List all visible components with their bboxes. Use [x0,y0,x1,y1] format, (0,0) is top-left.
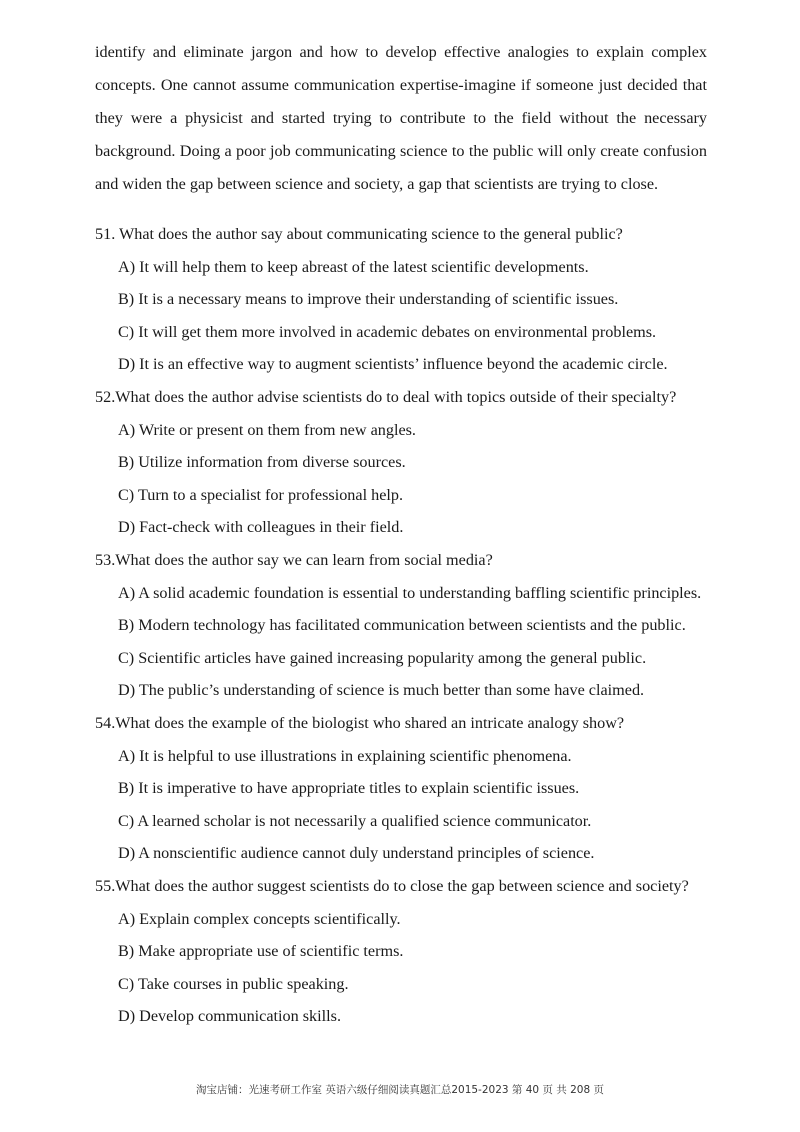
passage-excerpt [95,36,707,201]
option-d: D) It is an effective way to augment scientists’ influence beyond the academic circle. [118,355,668,373]
question-stem: 51. What does the author say about communicating science to the general public? [95,225,623,243]
question-stem: 54.What does the example of the biologist who shared an intricate analogy show? [95,714,625,732]
option-c: C) It will get them more involved in academic debates on environmental problems. [118,322,657,341]
option-d: D) Fact-check with colleagues in their field. [118,518,404,536]
question-54 [95,711,715,866]
question-list [95,222,715,1037]
question-stem: 52.What does the author advise scientists do to deal with topics outside of their specialty? [95,388,677,406]
question-53 [95,548,715,703]
option-c: C) Turn to a specialist for professional help. [118,485,404,504]
option-b: B) Make appropriate use of scientific terms. [118,942,404,960]
option-b: B) Modern technology has facilitated communication between scientists and the public. [118,616,686,634]
option-c: C) A learned scholar is not necessarily a qualified science communicator. [118,811,592,830]
option-a: A) Explain complex concepts scientifically. [118,909,401,928]
option-b: B) It is a necessary means to improve their understanding of scientific issues. [118,290,619,308]
passage-paragraph: identify and eliminate jargon and how to develop effective analogies to explain complex concepts. One cannot assume communication expertise-imagine if someone just decided that they were a physicist and started trying to contribute to the field without the necessary background. Doing a poor job communicating science to the public will only create confusion and widen the gap between science and society, a gap that scientists are trying to close. [95,43,707,193]
option-d: D) Develop communication skills. [118,1007,341,1025]
option-b: B) Utilize information from diverse sources. [118,453,406,471]
question-stem: 53.What does the author say we can learn from social media? [95,551,493,569]
question-55 [95,874,715,1029]
option-a: A) It will help them to keep abreast of the latest scientific developments. [118,257,589,276]
page-footer: 淘宝店铺：光速考研工作室 英语六级仔细阅读真题汇总2015-2023 第 40 页 共 208 页 [196,1084,604,1096]
question-51 [95,222,715,377]
option-a: A) A solid academic foundation is essential to understanding baffling scientific principles. [118,583,702,602]
option-d: D) A nonscientific audience cannot duly understand principles of science. [118,844,595,862]
option-c: C) Scientific articles have gained increasing popularity among the general public. [118,648,647,667]
option-c: C) Take courses in public speaking. [118,974,349,993]
question-52 [95,385,715,540]
option-a: A) Write or present on them from new angles. [118,420,416,439]
option-d: D) The public’s understanding of science is much better than some have claimed. [118,681,645,699]
question-stem: 55.What does the author suggest scientists do to close the gap between science and society? [95,877,689,895]
option-a: A) It is helpful to use illustrations in explaining scientific phenomena. [118,746,572,765]
option-b: B) It is imperative to have appropriate titles to explain scientific issues. [118,779,580,797]
